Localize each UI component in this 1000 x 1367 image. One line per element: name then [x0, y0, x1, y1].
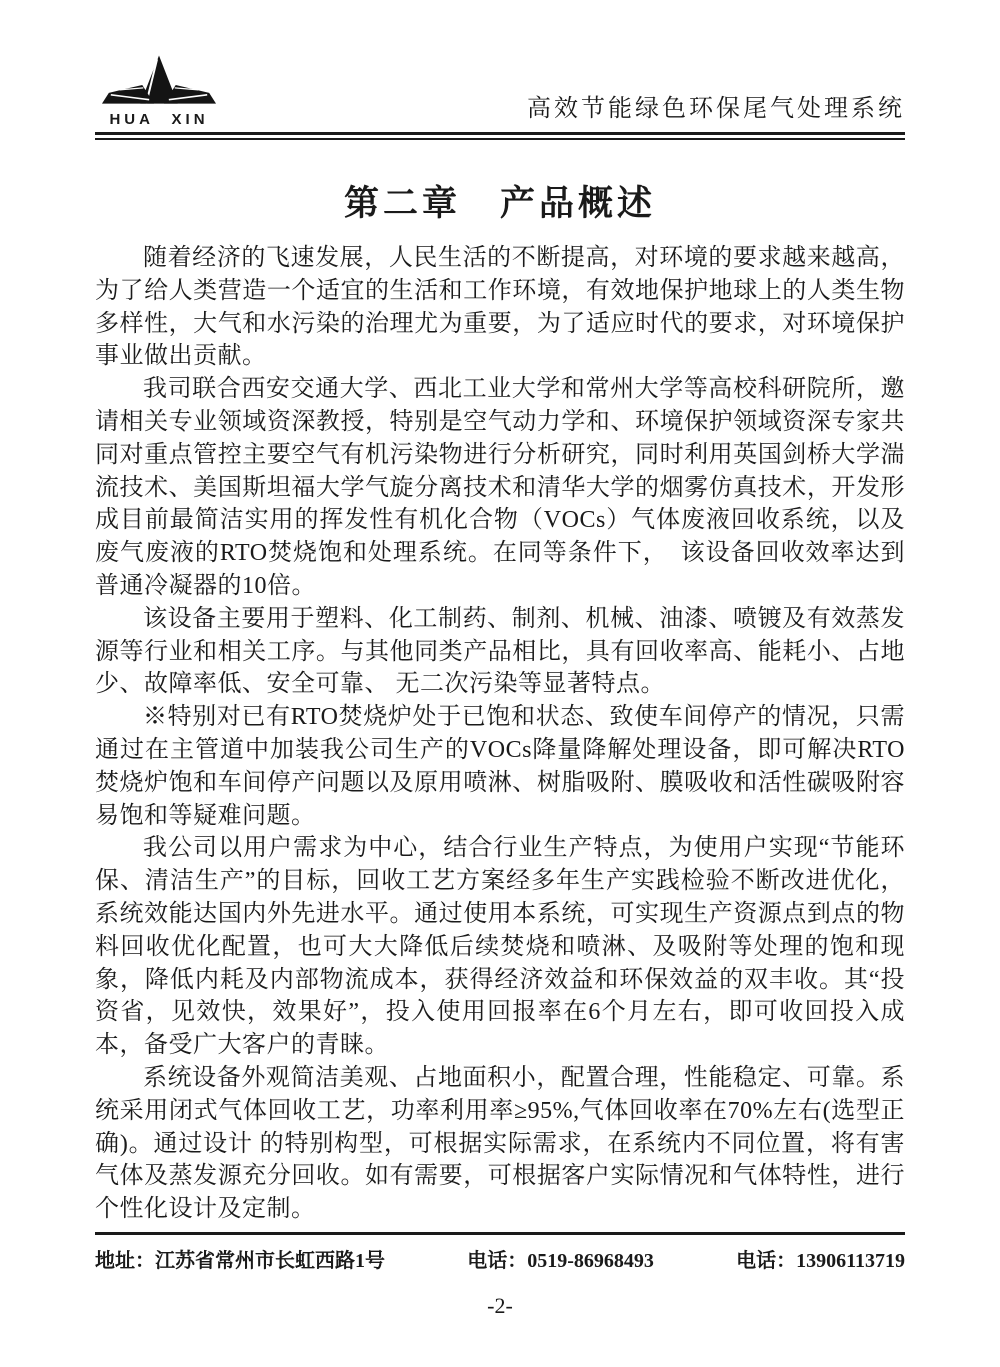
- header-divider: [95, 132, 905, 140]
- company-logo: [95, 54, 223, 127]
- footer-address: 地址：江苏省常州市长虹西路1号: [95, 1250, 385, 1272]
- paragraph-3: 该设备主要用于塑料、化工制药、制剂、机械、油漆、喷镀及有效蒸发源等行业和相关工序。与其他同类产品相比，具有回收率高、能耗小、占地少、故障率低、安全可靠、 无二次污染等显著特点。: [95, 605, 905, 698]
- footer-contact-row: [95, 1235, 905, 1273]
- page-header: [95, 54, 905, 140]
- logo-wordmark: HUA XIN: [109, 111, 209, 128]
- huaxin-mountain-icon: [100, 54, 218, 110]
- footer-phone-1: 电话：0519-86968493: [467, 1250, 654, 1272]
- header-slogan: 高效节能绿色环保尾气处理系统: [527, 96, 905, 122]
- paragraph-1: 随着经济的飞速发展，人民生活的不断提高，对环境的要求越来越高，为了给人类营造一个适宜的生活和工作环境，有效地保护地球上的人类生物多样性，大气和水污染的治理尤为重要，为了适应时代的要求，对环境保护事业做出贡献。: [95, 245, 905, 370]
- paragraph-2: 我司联合西安交通大学、西北工业大学和常州大学等高校科研院所，邀请相关专业领域资深教授，特别是空气动力学和、环境保护领域资深专家共同对重点管控主要空气有机污染物进行分析研究，同时利用英国剑桥大学湍流技术、美国斯坦福大学气旋分离技术和清华大学的烟雾仿真技术，开发形成目前最简洁实用的挥发性有机化合物（VOCs）气体废液回收系统，以及废气废液的RTO焚烧饱和处理系统。在同等条件下， 该设备回收效率达到普通冷凝器的10倍。: [95, 376, 905, 599]
- page-footer: [95, 1232, 905, 1319]
- paragraph-4: ※特别对已有RTO焚烧炉处于已饱和状态、致使车间停产的情况，只需通过在主管道中加装我公司生产的VOCs降量降解处理设备，即可解决RTO焚烧炉饱和车间停产问题以及原用喷淋、树脂吸附、膜吸收和活性碳吸附容易饱和等疑难问题。: [95, 704, 905, 829]
- paragraph-5: 我公司以用户需求为中心，结合行业生产特点，为使用户实现“节能环保、清洁生产”的目标，回收工艺方案经多年生产实践检验不断改进优化，系统效能达国内外先进水平。通过使用本系统，可实现生产资源点到点的物料回收优化配置，也可大大降低后续焚烧和喷淋、及吸附等处理的饱和现象，降低内耗及内部物流成本，获得经济效益和环保效益的双丰收。其“投资省，见效快，效果好”，投入使用回报率在6个月左右，即可收回投入成本，备受广大客户的青睐。: [95, 835, 905, 1059]
- page-title: 第二章 产品概述: [343, 184, 656, 223]
- document-body: [95, 242, 905, 1226]
- footer-phone-2: 电话：13906113719: [736, 1250, 905, 1272]
- header-row: [95, 54, 905, 127]
- page-number: -2-: [487, 1293, 513, 1318]
- paragraph-6: 系统设备外观简洁美观、占地面积小，配置合理，性能稳定、可靠。系统采用闭式气体回收工艺，功率利用率≥95%,气体回收率在70%左右(选型正确)。通过设计 的特别构型，可根据实际需求，在系统内不同位置，将有害气体及蒸发源充分回收。如有需要，可根据客户实际情况和气体特性，进行个性化设计及定制。: [95, 1064, 905, 1223]
